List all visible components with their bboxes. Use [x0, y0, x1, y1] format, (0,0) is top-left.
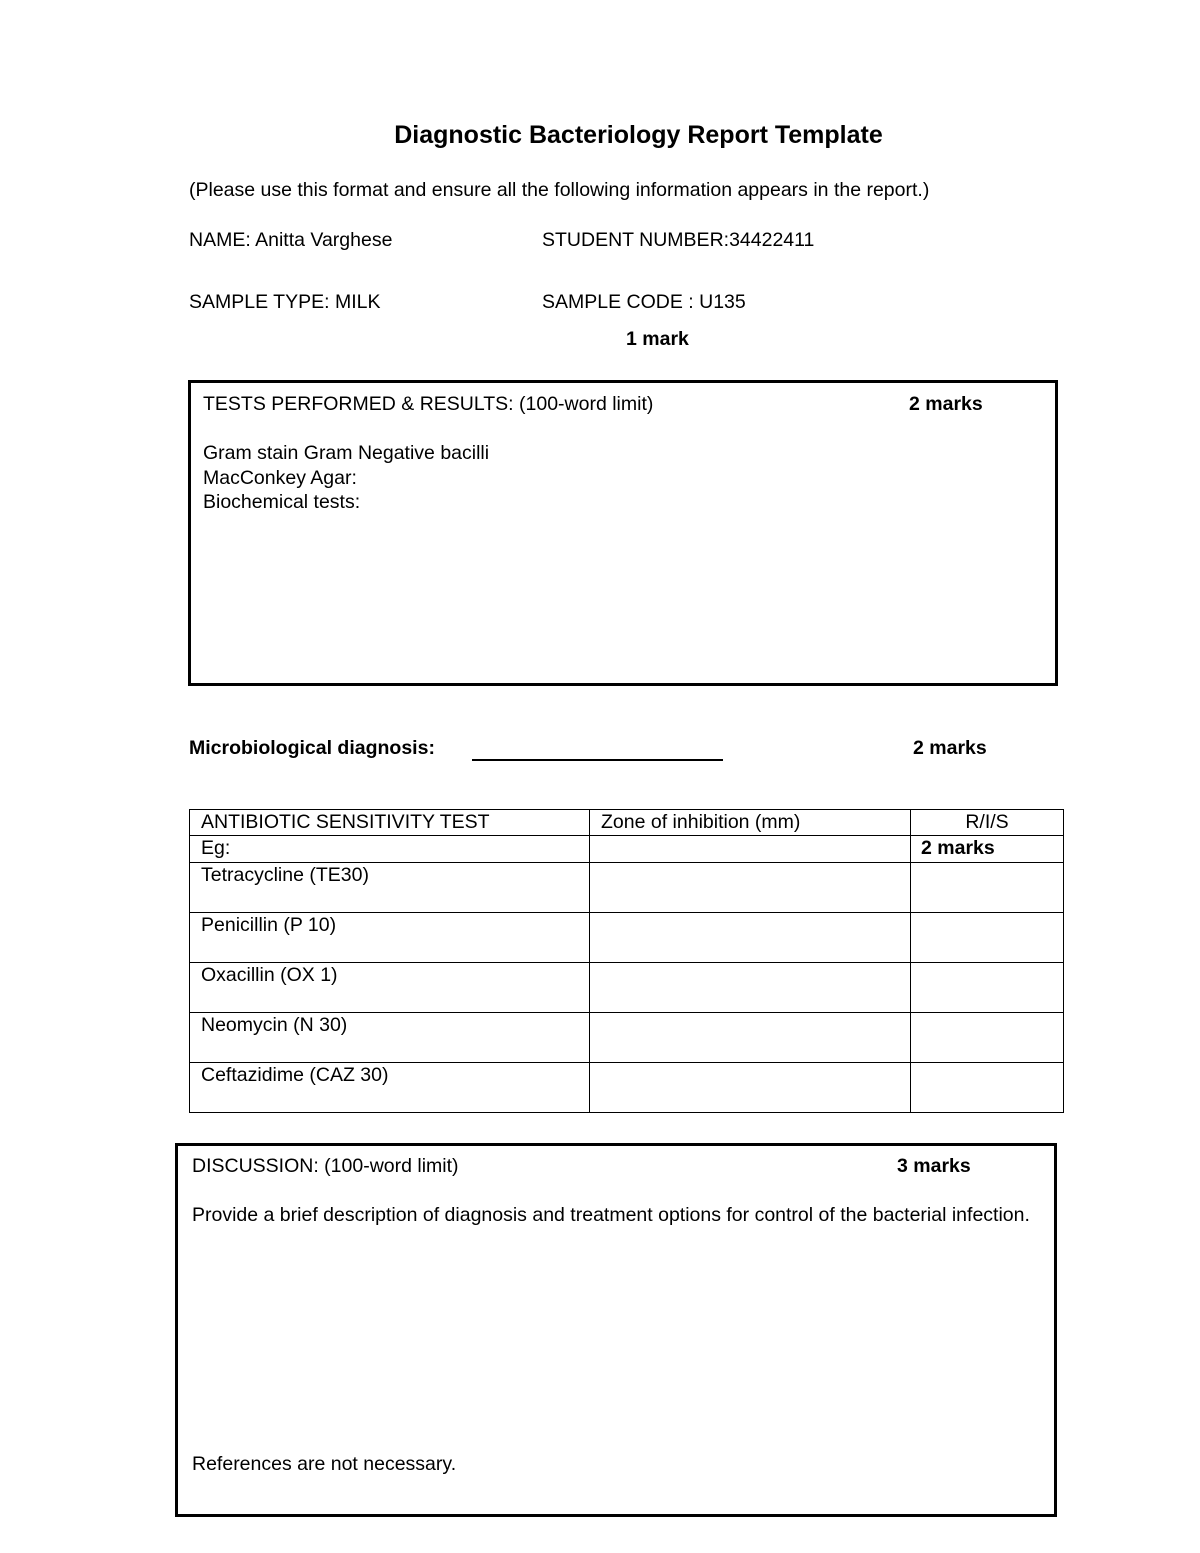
zone-cell	[590, 1063, 911, 1113]
ris-cell	[911, 963, 1064, 1013]
discussion-heading: DISCUSSION: (100-word limit)	[192, 1155, 459, 1177]
discussion-prompt: Provide a brief description of diagnosis and treatment options for control of the bacterial infection.	[192, 1204, 1030, 1226]
ris-cell	[911, 863, 1064, 913]
document-title: Diagnostic Bacteriology Report Template	[394, 121, 883, 149]
references-note: References are not necessary.	[192, 1453, 457, 1475]
zone-cell	[590, 863, 911, 913]
table-row	[190, 913, 1064, 963]
zone-cell	[590, 913, 911, 963]
ris-cell	[911, 1063, 1064, 1113]
diagnosis-marks-label: 2 marks	[913, 737, 987, 759]
antibiotic-name: Penicillin (P 10)	[190, 913, 590, 963]
table-row	[190, 1013, 1064, 1063]
antibiotic-name: Oxacillin (OX 1)	[190, 963, 590, 1013]
zone-cell	[590, 963, 911, 1013]
ris-cell	[911, 1013, 1064, 1063]
student-name-field: NAME: Anitta Varghese	[189, 229, 393, 251]
sample-code-field: SAMPLE CODE : U135	[542, 291, 746, 313]
example-label: Eg:	[190, 836, 590, 863]
antibiotic-name: Neomycin (N 30)	[190, 1013, 590, 1063]
zone-cell	[590, 1013, 911, 1063]
ris-cell	[911, 913, 1064, 963]
tests-heading: TESTS PERFORMED & RESULTS: (100-word limit)	[203, 393, 654, 415]
diagnosis-label: Microbiological diagnosis:	[189, 737, 435, 759]
table-row	[190, 963, 1064, 1013]
student-number-field: STUDENT NUMBER:34422411	[542, 229, 815, 251]
table-marks-label: 2 marks	[911, 836, 1064, 863]
table-example-row	[190, 836, 1064, 863]
antibiotic-sensitivity-table	[189, 809, 1064, 1113]
tests-results-text	[203, 441, 489, 515]
diagnosis-answer-line	[472, 759, 723, 761]
table-header-row	[190, 810, 1064, 836]
sample-type-field: SAMPLE TYPE: MILK	[189, 291, 381, 313]
example-zone-cell	[590, 836, 911, 863]
test-line-gram-stain: Gram stain Gram Negative bacilli	[203, 442, 490, 464]
test-line-macconkey: MacConkey Agar:	[203, 466, 357, 489]
antibiotic-name: Ceftazidime (CAZ 30)	[190, 1063, 590, 1113]
antibiotic-name: Tetracycline (TE30)	[190, 863, 590, 913]
header-ris: R/I/S	[911, 810, 1064, 836]
header-marks-label: 1 mark	[626, 328, 689, 350]
tests-results-box	[188, 380, 1058, 686]
table-row	[190, 1063, 1064, 1113]
instructions-text: (Please use this format and ensure all the following information appears in the report.)	[189, 179, 930, 201]
header-antibiotic-test: ANTIBIOTIC SENSITIVITY TEST	[190, 810, 590, 836]
discussion-marks-label: 3 marks	[897, 1155, 971, 1177]
table-row	[190, 863, 1064, 913]
test-line-biochemical: Biochemical tests:	[203, 491, 361, 513]
header-zone-of-inhibition: Zone of inhibition (mm)	[590, 810, 911, 836]
tests-marks-label: 2 marks	[909, 393, 983, 415]
